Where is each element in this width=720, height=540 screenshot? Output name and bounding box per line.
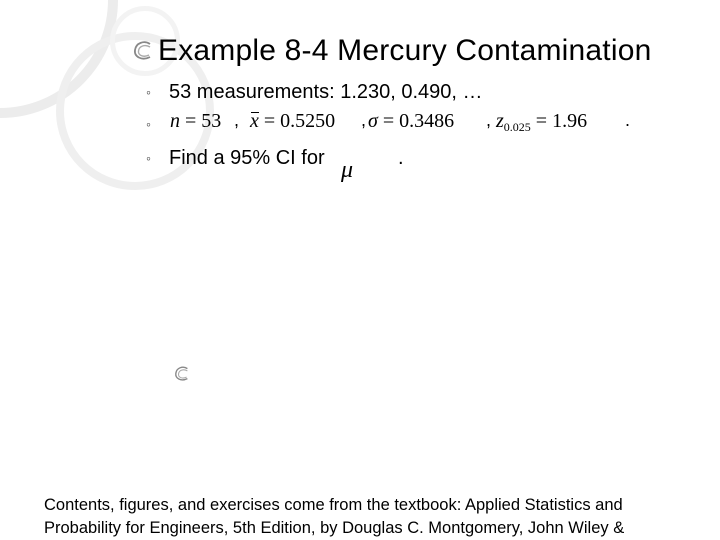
equation-sigma: σ = 0.3486	[368, 110, 455, 132]
title-bullet-icon	[130, 38, 156, 64]
bullet-end: .	[398, 147, 404, 169]
bullet-measurements	[146, 78, 483, 106]
bullet-circle-icon: ◦	[146, 150, 151, 166]
equation-n: n = 53	[170, 110, 222, 132]
equation-z: $z_{0.025} = 1.96$	[496, 110, 588, 134]
slide-title: Example 8-4 Mercury Contamination	[158, 34, 652, 67]
bullet-text: 53 measurements: 1.230, 0.490, …	[169, 80, 483, 103]
equation-xbar: x = 0.5250	[250, 110, 336, 132]
bullet-circle-icon: ◦	[146, 116, 151, 132]
empty-bullet-icon	[172, 364, 192, 384]
footer-line: Probability for Engineers, 5th Edition, by Douglas C. Montgomery, John Wiley &	[44, 519, 625, 537]
mu-symbol: μ	[341, 157, 354, 183]
equation-separator: ,	[361, 110, 367, 130]
slide-title-row	[130, 28, 651, 74]
bullet-find-ci	[146, 144, 325, 172]
bullet-circle-icon: ◦	[146, 84, 151, 100]
equation-separator: ,	[234, 110, 240, 130]
equation-end: .	[625, 110, 631, 130]
equation-separator: ,	[486, 110, 492, 130]
footer-line: Contents, figures, and exercises come from the textbook: Applied Statistics and	[44, 496, 623, 514]
bullet-equations	[146, 110, 706, 138]
footer-citation	[44, 494, 714, 540]
bullet-text: Find a 95% CI for	[169, 146, 325, 169]
